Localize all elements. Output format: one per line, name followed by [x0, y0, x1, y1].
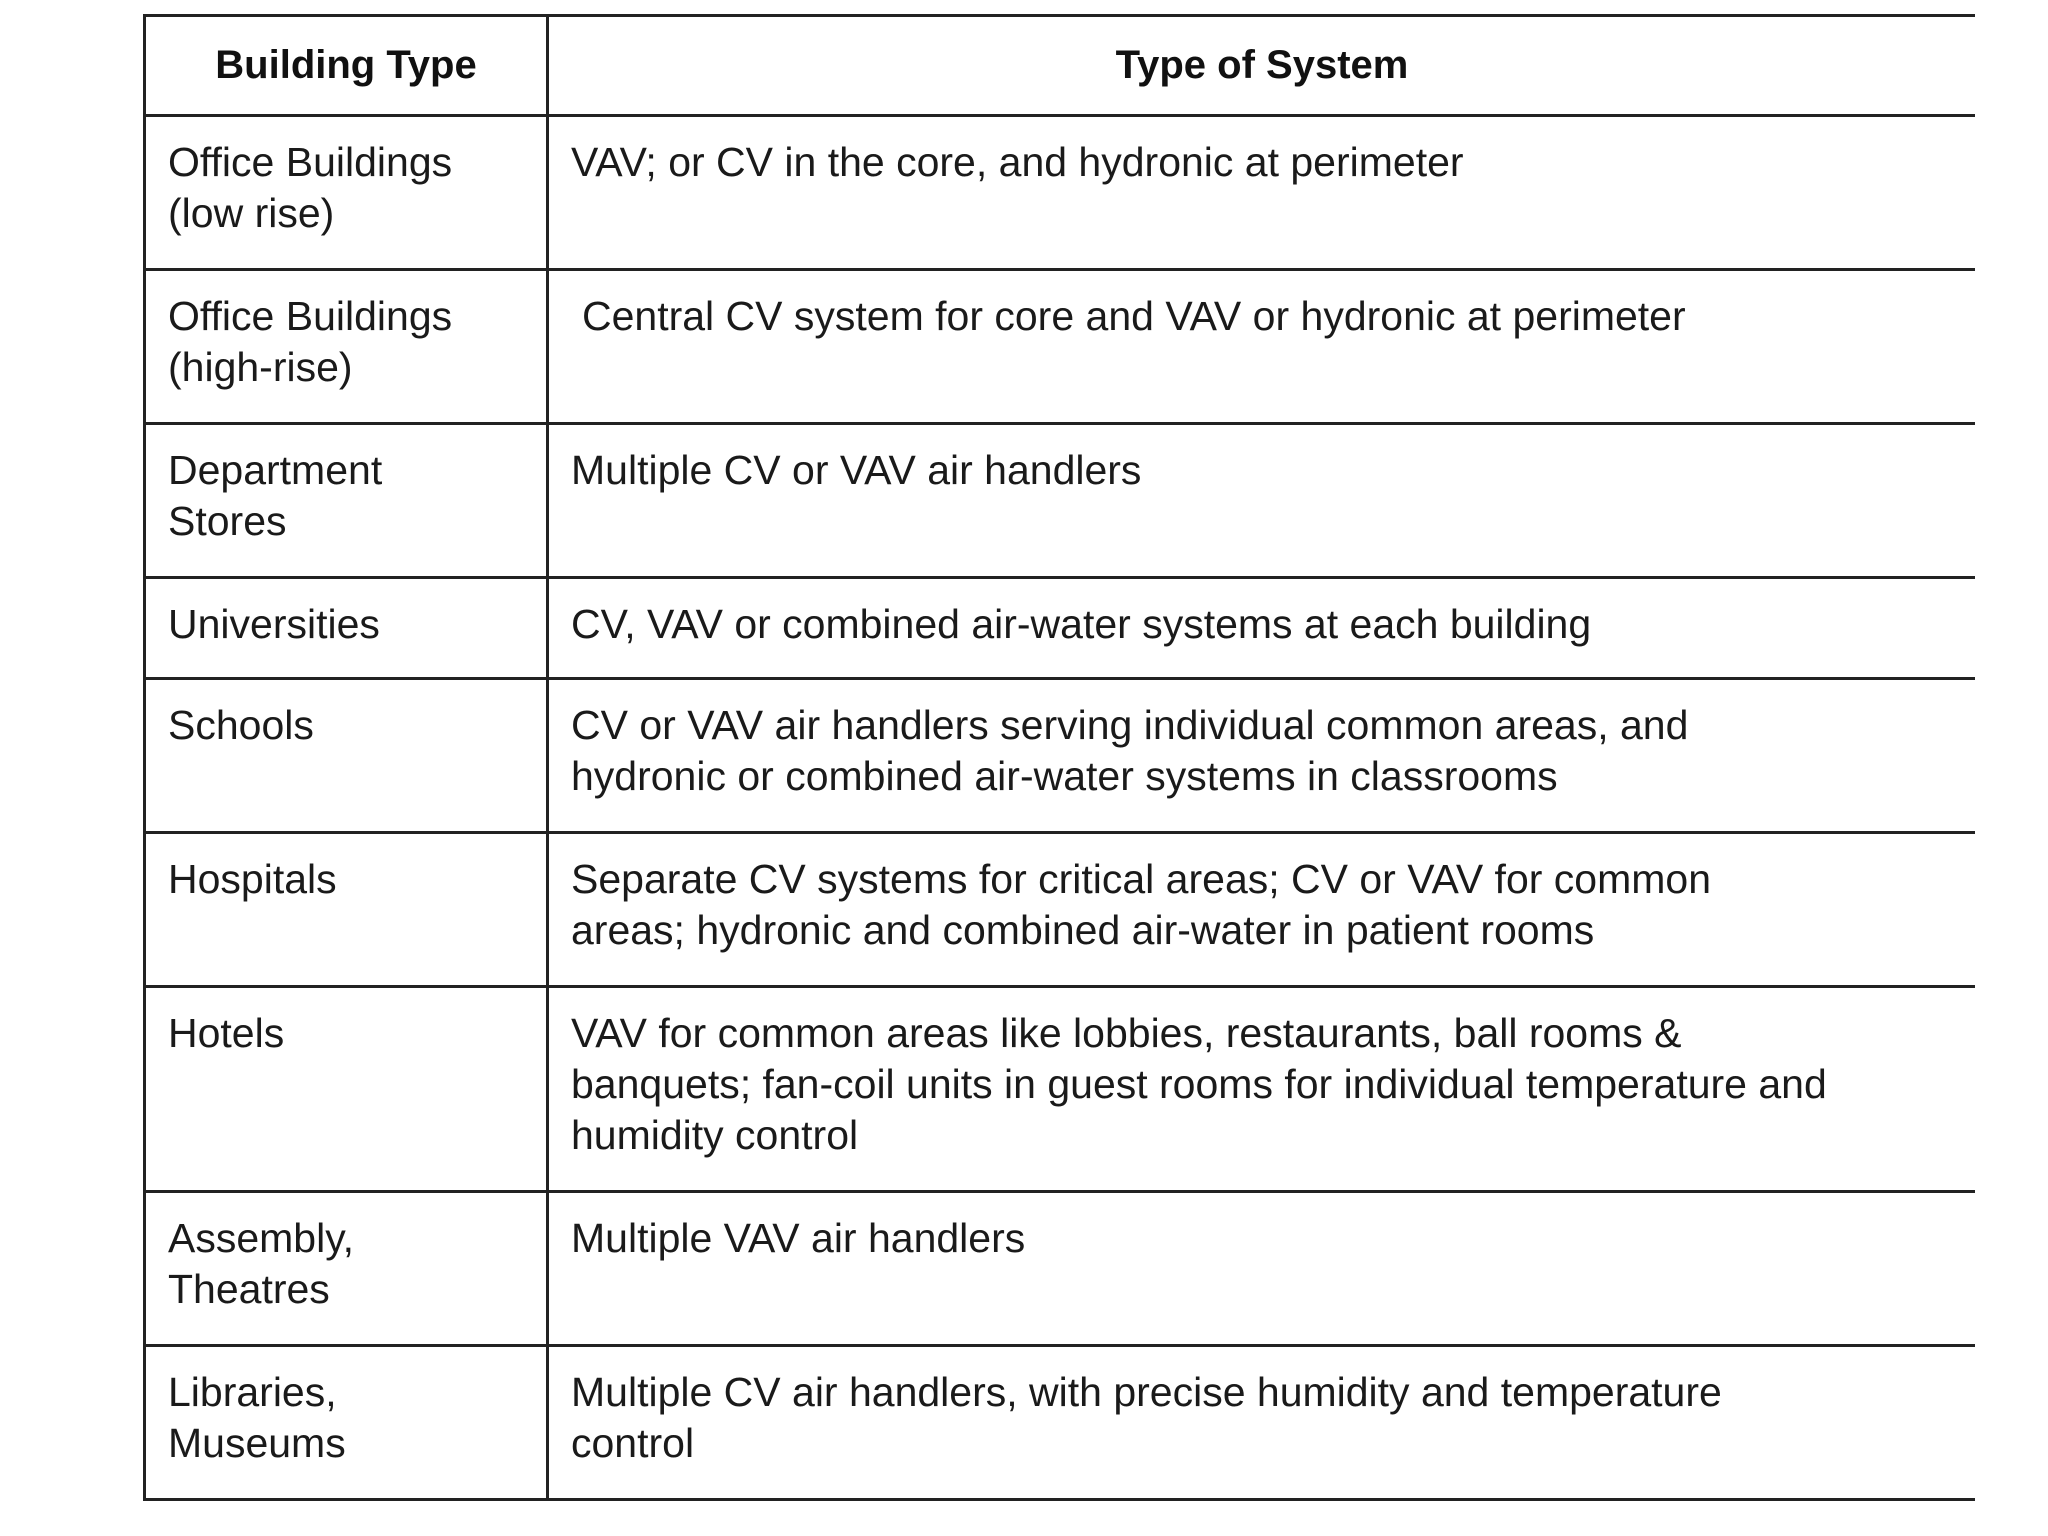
system-type-line: banquets; fan-coil units in guest rooms for individual temperature and — [571, 1061, 1827, 1107]
building-type-line: (low rise) — [168, 190, 335, 236]
table-row — [145, 424, 1976, 578]
system-type-cell — [548, 578, 1976, 679]
table-row — [145, 116, 1976, 270]
system-type-cell — [548, 270, 1976, 424]
building-type-cell — [145, 116, 548, 270]
building-type-cell — [145, 578, 548, 679]
building-type-line: Stores — [168, 498, 287, 544]
table-row — [145, 833, 1976, 987]
system-type-cell — [548, 833, 1976, 987]
building-type-cell — [145, 679, 548, 833]
header-row — [145, 16, 1976, 116]
system-type-line: humidity control — [571, 1112, 859, 1158]
building-type-line: Libraries, — [168, 1369, 337, 1415]
building-type-line: Assembly, — [168, 1215, 355, 1261]
system-type-line: hydronic or combined air-water systems in classrooms — [571, 753, 1558, 799]
system-type-line: CV or VAV air handlers serving individual common areas, and — [571, 702, 1689, 748]
building-type-line: Department — [168, 447, 383, 493]
building-type-line: Schools — [168, 702, 314, 748]
building-type-cell — [145, 987, 548, 1192]
system-type-cell — [548, 679, 1976, 833]
table-row — [145, 1192, 1976, 1346]
building-type-line: Theatres — [168, 1266, 330, 1312]
building-type-cell — [145, 1192, 548, 1346]
system-type-line: Separate CV systems for critical areas; CV or VAV for common — [571, 856, 1712, 902]
system-type-cell — [548, 424, 1976, 578]
system-type-cell — [548, 116, 1976, 270]
system-type-line: Multiple VAV air handlers — [571, 1215, 1026, 1261]
building-type-line: Office Buildings — [168, 139, 453, 185]
system-type-cell — [548, 987, 1976, 1192]
header-type-of-system: Type of System — [548, 16, 1976, 116]
system-type-line: Multiple CV air handlers, with precise humidity and temperature — [571, 1369, 1722, 1415]
system-type-cell — [548, 1346, 1976, 1500]
building-type-line: Museums — [168, 1420, 346, 1466]
system-type-line: VAV; or CV in the core, and hydronic at perimeter — [571, 139, 1464, 185]
building-type-line: Hospitals — [168, 856, 337, 902]
table-row — [145, 679, 1976, 833]
building-type-cell — [145, 424, 548, 578]
building-type-cell — [145, 833, 548, 987]
document-page — [143, 14, 1975, 1536]
system-type-line: CV, VAV or combined air-water systems at each building — [571, 601, 1592, 647]
building-type-line: Office Buildings — [168, 293, 453, 339]
system-type-line: VAV for common areas like lobbies, restaurants, ball rooms & — [571, 1010, 1682, 1056]
system-type-line: control — [571, 1420, 695, 1466]
building-type-line: (high-rise) — [168, 344, 353, 390]
header-building-type: Building Type — [145, 16, 548, 116]
system-type-cell — [548, 1192, 1976, 1346]
table-row — [145, 270, 1976, 424]
building-type-cell — [145, 270, 548, 424]
building-system-table — [143, 14, 1975, 1501]
system-type-line: Multiple CV or VAV air handlers — [571, 447, 1142, 493]
system-type-line: areas; hydronic and combined air-water in patient rooms — [571, 907, 1595, 953]
table-row — [145, 1346, 1976, 1500]
table-row — [145, 578, 1976, 679]
building-type-cell — [145, 1346, 548, 1500]
building-type-line: Hotels — [168, 1010, 285, 1056]
system-type-line: Central CV system for core and VAV or hydronic at perimeter — [582, 293, 1686, 339]
table-row — [145, 987, 1976, 1192]
building-type-line: Universities — [168, 601, 380, 647]
